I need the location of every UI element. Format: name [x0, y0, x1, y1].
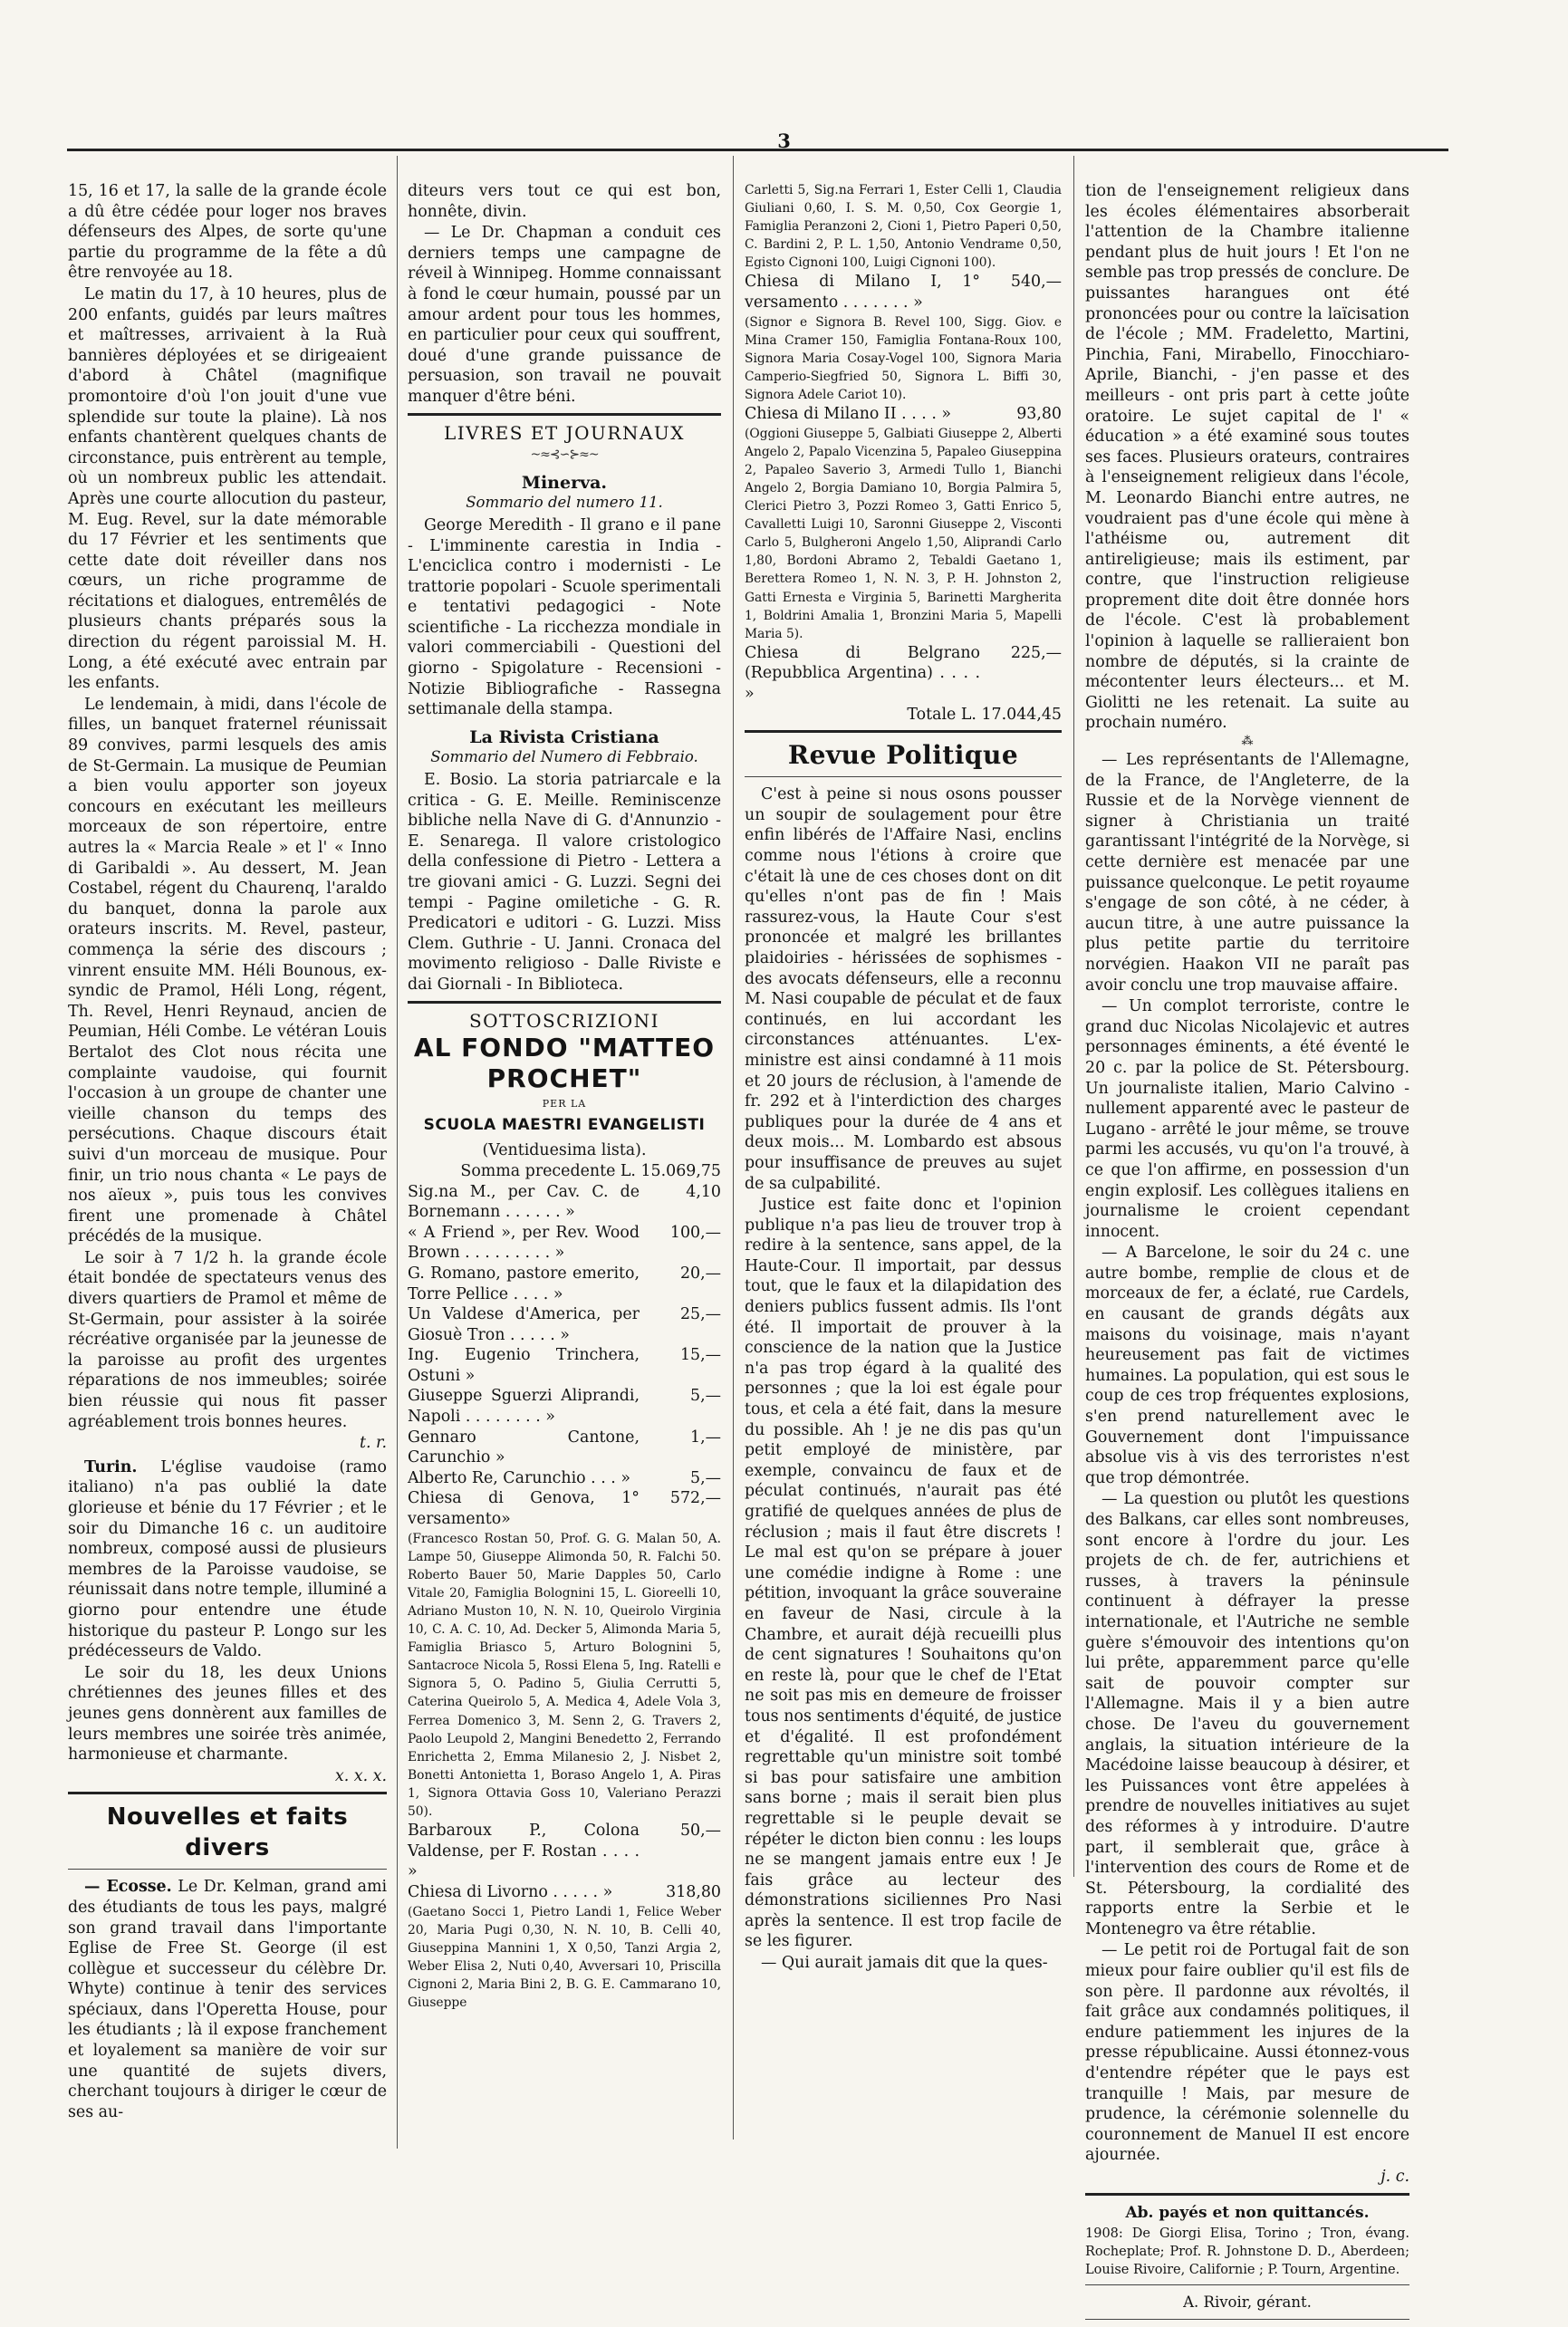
- paragraph: [68, 1457, 387, 1662]
- list-item: [408, 1821, 721, 1882]
- entry-label: Barbaroux P., Colona Valdense, per F. Rostan . . . . »: [408, 1822, 640, 1881]
- entry-label: Un Valdese d'America, per Giosuè Tron . . . . . »: [408, 1305, 640, 1344]
- paragraph: — La question ou plutôt les questions des Balkans, car elles sont nombreuses, sont encore à l'ordre du jour. Les projets de ch. de fer, autrichiens et russes, à travers la péninsule continuent à défrayer la presse internationale, et l'Autriche ne semble guère s'émouvoir des intentions qu'on lui prête, apparemment parce qu'elle sait de pouvoir compter sur l'Allemagne. Mais il y a bien autre chose. De l'aveu du gouvernement anglais, la situation intérieure de la Macédoine laisse beaucoup à désirer, et les Puissances vont être appelées à prendre de nouvelles initiatives au sujet des réformes à y introduire. D'autre part, il semblerait que, grâce à l'intervention des cours de Rome et de St. Pétersbourg, la cordialité des rapports entre la Serbie et le Montenegro va être rétablie.: [1085, 1490, 1409, 1938]
- entry-label: Chiesa di Belgrano (Repubblica Argentina) . . . . »: [745, 643, 980, 704]
- paragraph: — A Barcelone, le soir du 24 c. une autre bombe, remplie de clous et de morceaux de fer, a éclaté, rue Cardels, en causant de grands dégâts aux maisons du voisinage, mais n'ayant heureusement pas fait de victimes humaines. La population, qui est sous le coup de ces trop fréquentes explosions, s'en prend naturellement avec le Gouvernement dont l'impuissance absolue vis à vis des terroristes n'est que trop démontrée.: [1085, 1244, 1409, 1487]
- paragraph: C'est à peine si nous osons pousser un soupir de soulagement pour être enfin libérés de l'Affaire Nasi, enclins comme nous l'étions à croire que c'était là une de ces choses dont on dit qu'elles n'ont pas de fin ! Mais rassurez-vous, la Haute Cour s'est prononcée et malgré les brillantes plaidoiries - hérissées de sophismes - des avocats défenseurs, elle a reconnu M. Nasi coupable de péculat et de faux continués, en lui accordant les circonstances atténuantes. L'ex-ministre est ainsi condamné à 11 mois et 20 jours de réclusion, à l'amende de fr. 292 et à l'interdiction des charges publiques pour la durée de 4 ans et deux mois... M. Lombardo est absous pour insuffisance de preuves au sujet de sa culpabilité.: [745, 785, 1062, 1193]
- top-rule: [67, 149, 1448, 151]
- signature: x. x. x.: [334, 1766, 387, 1785]
- column-3: [745, 181, 1062, 1975]
- donor-detail: (Oggioni Giuseppe 5, Galbiati Giuseppe 2, Alberti Angelo 2, Papalo Vicenzina 5, Papaleo Giuseppina 2, Papaleo Saverio 3, Armedi Tullo 1, Bianchi Angelo 2, Borgia Damiano 10, Borgia Palmira 5, Clerici Pietro 3, Pozzi Romeo 3, Gatti Enrico 5, Cavalletti Luigi 10, Saronni Giuseppe 2, Visconti Carlo 5, Bulgheroni Angelo 1,50, Aliprandi Carlo 1,80, Bordoni Abramo 2, Tebaldi Gaetano 1, Berettera Romeo 1, N. N. 3, P. H. Johnston 2, Gatti Ernesta e Virginia 5, Barinetti Margherita 1, Boldrini Amalia 1, Bronzini Maria 5, Mapelli Maria 5).: [745, 426, 1062, 641]
- list-item: [408, 1182, 721, 1223]
- paragraph: E. Bosio. La storia patriarcale e la critica - G. E. Meille. Reminiscenze bibliche nella Nave di G. d'Annunzio - E. Senarega. Il valore cristologico della confessione di Pietro - Lettera a tre giovani amici - G. Luzzi. Segni dei tempi - Pagine omiletiche - G. R. Predicatori e uditori - G. Luzzi. Miss Clem. Guthrie - U. Janni. Cronaca del movimento religioso - Dalle Riviste e dai Giornali - In Biblioteca.: [408, 771, 721, 994]
- paragraph-text: Le Dr. Kelman, grand ami des étudiants de tous les pays, malgré son grand travail dans l'importante Eglise de Free St. George (il est collègue et successeur du célèbre Dr. Whyte) continue à tenir des services spéciaux, dans l'Operetta House, pour les étudiants ; là il expose franchement et loyalement sa manière de voir sur une quantité de sujets divers, cherchant toujours à diriger le cœur de ses au-: [68, 1878, 388, 2121]
- entry-amount: 20,—: [679, 1264, 721, 1283]
- paragraph: [68, 1877, 387, 2122]
- total: Totale L. 17.044,45: [907, 705, 1062, 724]
- paragraph: — Un complot terroriste, contre le grand duc Nicolas Nicolajevic et autres personnages éminents, a été éventé le 20 c. par la police de St. Pétersbourg. Un journaliste italien, Mario Calvino - nullement apparenté avec le pasteur de Lugano - arrêté le jour même, se trouve parmi les accusés, vu qu'on l'a trouvé, à ce que l'on affirme, en possession d'un engin explosif. Les collègues italiens en journalisme le croient cependant innocent.: [1085, 997, 1409, 1241]
- list-item: [745, 404, 1062, 425]
- section-rule: [745, 730, 1062, 733]
- entries-list: [408, 1182, 721, 1530]
- column-2: [408, 181, 721, 2012]
- entry-label: Chiesa di Genova, 1° versamento»: [408, 1489, 640, 1529]
- subscriptions-list: 1908: De Giorgi Elisa, Torino ; Tron, évang. Rocheplate; Prof. R. Johnstone D. D., Aberdeen; Louise Rivoire, Californie ; P. Tourn, Argentine.: [1085, 2226, 1409, 2278]
- list-item: [408, 1304, 721, 1345]
- page-number: 3: [777, 130, 791, 152]
- list-item: [408, 1428, 721, 1468]
- section-rule: [408, 413, 721, 416]
- section-rule: [408, 1001, 721, 1004]
- paragraph-lead: — Ecosse.: [84, 1878, 172, 1897]
- fund-title: AL FONDO "MATTEO PROCHET": [413, 1033, 716, 1094]
- paragraph: — Le petit roi de Portugal fait de son mieux pour faire oublier qu'il est fils de son père. Il pardonne aux révoltés, il fait grâce aux condamnés politiques, il endure patiemment les injures de la presse républicaine. Aussi étonnez-vous d'entendre répéter que le pays est tranquille ! Mais, par mesure de prudence, la cérémonie solennelle du couronnement de Manuel II est encore ajournée.: [1085, 1941, 1409, 2165]
- entry-amount: 100,—: [669, 1223, 721, 1242]
- entry-label: Ing. Eugenio Trinchera, Ostuni »: [408, 1346, 640, 1385]
- section-rule: [68, 1869, 387, 1870]
- manager-signature: A. Rivoir, gérant.: [1183, 2293, 1312, 2312]
- section-rule: [68, 1792, 387, 1794]
- list-item: [408, 1345, 721, 1386]
- column-divider: [1073, 156, 1074, 1877]
- paragraph: — Le Dr. Chapman a conduit ces derniers temps une campagne de réveil à Winnipeg. Homme connaissant à fond le cœur humain, poussé par un amour ardent pour tous les hommes, en particulier pour ceux qui souffrent, doué d'une grande puissance de persuasion, son travail ne pouvait manquer d'être béni.: [408, 224, 721, 406]
- section-rule: [745, 776, 1062, 777]
- section-title: SOTTOSCRIZIONI: [468, 1009, 660, 1032]
- ornament: ~≈⊰∽⊱≈~: [530, 447, 599, 463]
- section-title: LIVRES ET JOURNAUX: [443, 421, 685, 444]
- entry-label: Chiesa di Milano I, 1° versamento . . . . . . . »: [745, 273, 980, 313]
- donor-detail: (Francesco Rostan 50, Prof. G. G. Malan 50, A. Lampe 50, Giuseppe Alimonda 50, R. Falchi 50. Roberto Bauer 50, Marie Dapples 50, Carlo Vitale 20, Famiglia Bolognini 15, L. Gioreelli 10, Adriano Muston 10, N. N. 10, Queirolo Virginia 10, C. A. C. 10, Ad. Decker 5, Alimonda Maria 5, Famiglia Briasco 5, Arturo Bolognini 5, Santacroce Nicola 5, Rossi Elena 5, Ing. Ratelli e Signora 5, O. Padino 5, Giulia Cerrutti 5, Caterina Queirolo 5, A. Medica 4, Adele Vola 3, Ferrea Domenico 3, M. Senn 2, G. Travers 2, Paolo Leupold 2, Mangini Benedetto 2, Ferrando Enrichetta 2, Emma Milanesio 2, J. Nisbet 2, Bonetti Antonietta 1, Boraso Angelo 1, A. Piras 1, Signora Ottavia Goss 10, Valeriano Perazzi 50).: [408, 1531, 721, 1820]
- entry-amount: 4,10: [686, 1182, 721, 1201]
- entry-amount: 1,—: [690, 1428, 721, 1447]
- entry-amount: 93,80: [1016, 405, 1062, 424]
- entry-label: Gennaro Cantone, Carunchio »: [408, 1428, 640, 1467]
- signature: t. r.: [360, 1434, 387, 1453]
- journal-title: Minerva.: [521, 472, 608, 493]
- paragraph: — Les représentants de l'Allemagne, de la France, de l'Angleterre, de la Russie et de la Norvège viennent de signer à Christiania un traité garantissant l'intégrité de la Norvège, si cette dernière est menacée par une puissance quelconque. Le petit royaume s'engage de son côté, à ne céder, à aucun titre, à une autre puissance la plus petite partie du territoire norvégien. Haakon VII ne paraît pas avoir conclu une trop mauvaise affaire.: [1085, 751, 1409, 995]
- paragraph: George Meredith - Il grano e il pane - L'imminente carestia in India - L'enciclica contro i modernisti - Le trattorie popolari - Scuole sperimentali e tentativi pedagogici - Note scientifiche - La ricchezza mondiale in valori commerciabili - Questioni del giorno - Spigolature - Recensioni - Notizie Bibliografiche - Rassegna settimanale della stampa.: [408, 515, 721, 719]
- entry-amount: 540,—: [1010, 273, 1062, 292]
- column-1: [68, 181, 387, 2123]
- fund-subtitle: PER LA: [542, 1098, 587, 1111]
- entry-label: Giuseppe Sguerzi Aliprandi, Napoli . . . . . . . . »: [408, 1387, 640, 1427]
- journal-subtitle: Sommario del Numero di Febbraio.: [430, 748, 698, 766]
- signature: j. c.: [1380, 2168, 1409, 2186]
- previous-sum: Somma precedente L. 15.069,75: [460, 1161, 721, 1180]
- entry-label: Chiesa di Livorno . . . . . »: [408, 1882, 613, 1901]
- section-rule: [1085, 2284, 1409, 2285]
- list-item: [408, 1882, 721, 1903]
- list-item: [408, 1264, 721, 1304]
- list-item: [745, 643, 1062, 705]
- paragraph: Le lendemain, à midi, dans l'école de filles, un banquet fraternel réunissait 89 convives, parmi lesquels des amis de St-Germain. La musique de Peumian a bien voulu apporter son joyeux concours en exécutant les meilleurs morceaux de son répertoire, entre autres la « Marcia Reale » et l' « Inno di Garibaldi ». Au dessert, M. Jean Costabel, régent du Chaurenq, l'araldo du banquet, donna la parole aux orateurs inscrits. M. Revel, pasteur, commença la série des discours ; vinrent ensuite MM. Héli Bounous, ex-syndic de Pramol, Héli Long, régent, Th. Revel, Henri Reynaud, ancien de Peumian, Héli Combe. Le vétéran Louis Bertalot des Clot nous récita une complainte vaudoise, qui fournit l'occasion à un groupe de chanter une vieille chanson du temps des persécutions. Chaque discours était suivi d'un morceau de musique. Pour finir, un trio nous chanta « Le pays de nos aïeux », puis tous les convives firent une promenade à Châtel précédés de la musique.: [68, 695, 387, 1246]
- donor-detail: (Gaetano Socci 1, Pietro Landi 1, Felice Weber 20, Maria Pugi 0,30, N. N. 10, B. Celli 40, Giuseppina Mannini 1, X 0,50, Tanzi Argia 2, Weber Elisa 2, Nuti 0,40, Avversari 10, Priscilla Cignoni 2, Maria Bini 2, B. G. E. Cammarano 10, Giuseppe: [408, 1904, 721, 2010]
- list-item: [408, 1386, 721, 1427]
- paragraph: — Qui aurait jamais dit que la ques-: [761, 1954, 1048, 1973]
- entry-amount: 15,—: [679, 1346, 721, 1365]
- entry-amount: 5,—: [690, 1387, 721, 1406]
- entry-label: Chiesa di Milano II . . . . »: [745, 405, 952, 424]
- paragraph: diteurs vers tout ce qui est bon, honnête, divin.: [408, 182, 721, 221]
- paragraph: Justice est faite donc et l'opinion publique n'a pas lieu de trouver trop à redire à la sentence, sans appel, de la Haute-Cour. Il importait, par dessus tout, que le faux et la dilapidation des deniers publics fussent admis. Ils l'ont été. Il importait de prouver à la conscience de la nation que la Justice n'a pas trop égard à la qualité des personnes ; que la loi est égale pour tous, et cela a été fait, dans la mesure du possible. Ah ! je ne dis pas qu'un petit employé de ministère, par exemple, convaincu de faux et de péculat continués, n'aurait pas été gratifié de quelques années de plus de réclusion ; mais il faut être discrets ! Le mal est qu'on se prépare à jouer une comédie indigne à Rome : une pétition, invoquant la grâce souveraine en faveur de Nasi, circule à la Chambre, et aurait déjà recueilli plus de cent signatures ! Souhaitons qu'on en reste là, pour que le chef de l'Etat ne soit pas mis en demeure de froisser tous nos sentiments d'équité, de justice et d'égalité. Il est profondément regrettable qu'un ministre soit tombé si bas pour satisfaire une ambition sans borne ; mais il serait bien plus regrettable si le peuple devait se répéter le dicton bien connu : les loups ne se mangent jamais entre eux ! Je fais grâce au lecteur des démonstrations siciliennes Pro Nasi après la sentence. Il est trop facile de se les figurer.: [745, 1196, 1062, 1951]
- entry-label: G. Romano, pastore emerito, Torre Pellice . . . . »: [408, 1264, 640, 1303]
- paragraph-text: L'église vaudoise (ramo italiano) n'a pas oublié la date glorieuse et bénie du 17 Février ; et le soir du Dimanche 16 c. un auditoire nombreux, composé aussi de plusieurs membres de la Paroisse vaudoise, se réunissait dans notre temple, illuminé a giorno pour entendre une étude historique du pasteur P. Longo sur les prédécesseurs de Valdo.: [68, 1457, 387, 1661]
- section-rule: [1085, 2193, 1409, 2196]
- list-item: [408, 1468, 721, 1489]
- subscriptions-title: Ab. payés et non quittancés.: [1125, 2203, 1370, 2222]
- column-divider: [397, 156, 398, 2149]
- column-divider: [733, 156, 734, 2139]
- paragraph: Le matin du 17, à 10 heures, plus de 200 enfants, guidés par leurs maîtres et maîtresses, arrivaient à la Ruà bannières déployées et se dirigeaient d'abord à Châtel (magnifique promontoire d'où l'on jouit d'une vue splendide sur toute la plaine). Là nos enfants chantèrent quelques chants de circonstance, puis entrèrent au temple, où un nombreux public les attendait. Après une courte allocution du pasteur, M. Eug. Revel, sur la date mémorable du 17 Février et les sentiments que cette date doit réveiller dans nos cœurs, un riche programme de récitations et dialogues, entremêlés de plusieurs chants préparés sous la direction du régent paroissial M. H. Long, a été exécuté avec entrain par les enfants.: [68, 284, 387, 693]
- section-title: Nouvelles et faits divers: [106, 1803, 349, 1862]
- list-item: [745, 272, 1062, 313]
- list-item: [408, 1488, 721, 1529]
- paragraph: 15, 16 et 17, la salle de la grande école a dû être cédée pour loger nos braves défenseurs des Alpes, de sorte qu'une partie du programme de la fête a dû être renvoyée au 18.: [68, 182, 387, 283]
- journal-title: La Rivista Cristiana: [469, 726, 659, 747]
- entry-amount: 50,—: [679, 1822, 721, 1841]
- entry-label: Sig.na M., per Cav. C. de Bornemann . . . . . . »: [408, 1182, 640, 1222]
- entry-label: « A Friend », per Rev. Wood Brown . . . . . . . . . »: [408, 1223, 640, 1263]
- entry-amount: 25,—: [679, 1305, 721, 1324]
- list-item: [408, 1223, 721, 1264]
- paragraph-lead: Turin.: [84, 1457, 138, 1476]
- entry-amount: 318,80: [666, 1882, 721, 1901]
- entry-label: Alberto Re, Carunchio . . . »: [408, 1468, 630, 1487]
- fund-school: SCUOLA MAESTRI EVANGELISTI: [423, 1115, 706, 1134]
- list-number: (Ventiduesima lista).: [482, 1141, 647, 1160]
- section-rule: [1085, 2319, 1409, 2320]
- journal-subtitle: Sommario del numero 11.: [466, 494, 663, 512]
- section-title: Revue Politique: [787, 740, 1019, 771]
- donor-detail: (Signor e Signora B. Revel 100, Sigg. Giov. e Mina Cramer 150, Famiglia Fontana-Roux 100, Signora Maria Cosay-Vogel 100, Signora Maria Camperio-Siegfried 50, Signora L. Biffi 30, Signora Adele Cariot 10).: [745, 314, 1062, 403]
- paragraph: Le soir du 18, les deux Unions chrétiennes des jeunes filles et des jeunes gens donnèrent aux familles de leurs membres une soirée très animée, harmonieuse et charmante.: [68, 1663, 387, 1764]
- paragraph: tion de l'enseignement religieux dans les écoles élémentaires absorberait l'attention de la Chambre italienne pendant plus de huit jours ! Et l'on ne semble pas trop pressés de conclure. De puissantes harangues ont été prononcées pour ou contre la laïcisation de l'école ; MM. Fradeletto, Martini, Pinchia, Fani, Mirabello, Finocchiaro-Aprile, Bianchi, - j'en passe et des meilleurs - ont pris part à cette joûte oratoire. Le sujet capital de l' « éducation » a été examiné sous toutes ses faces. Plusieurs orateurs, contraires à l'enseignement religieux dans l'école, M. Leonardo Bianchi entre autres, ne voudraient pas d'une école qui mène à l'athéisme ou, autrement dit antireligieuse; mais ils estiment, par contre, que l'instruction religieuse proprement dite doit être donnée hors de l'école. C'est là probablement l'opinion à laquelle se rallieraient bon nombre de députés, si la crainte de mécontenter leurs électeurs... et M. Giolitti ne les retenait. La suite au prochain numéro.: [1085, 182, 1409, 733]
- entry-amount: 572,—: [669, 1489, 721, 1508]
- entry-amount: 225,—: [1010, 643, 1062, 662]
- donor-detail: Carletti 5, Sig.na Ferrari 1, Ester Celli 1, Claudia Giuliani 0,60, I. S. M. 0,50, Cox Georgie 1, Famiglia Peranzoni 2, Cioni 1, Pietro Paperi 0,50, C. Bardini 2, P. L. 1,50, Antonio Vendrame 0,50, Egisto Cignoni 100, Luigi Cignoni 100).: [745, 183, 1062, 271]
- entry-amount: 5,—: [690, 1468, 721, 1487]
- asterism: ⁂: [1241, 735, 1254, 749]
- column-4: [1085, 181, 1409, 2327]
- paragraph: Le soir à 7 1/2 h. la grande école était bondée de spectateurs venus des divers quartiers de Pramol et même de St-Germain, pour assister à la soirée récréative organisée par la jeunesse de la paroisse au profit des urgentes réparations de nos immeubles; soirée bien réussie qui nous fit passer agréablement trois bonnes heures.: [68, 1248, 387, 1431]
